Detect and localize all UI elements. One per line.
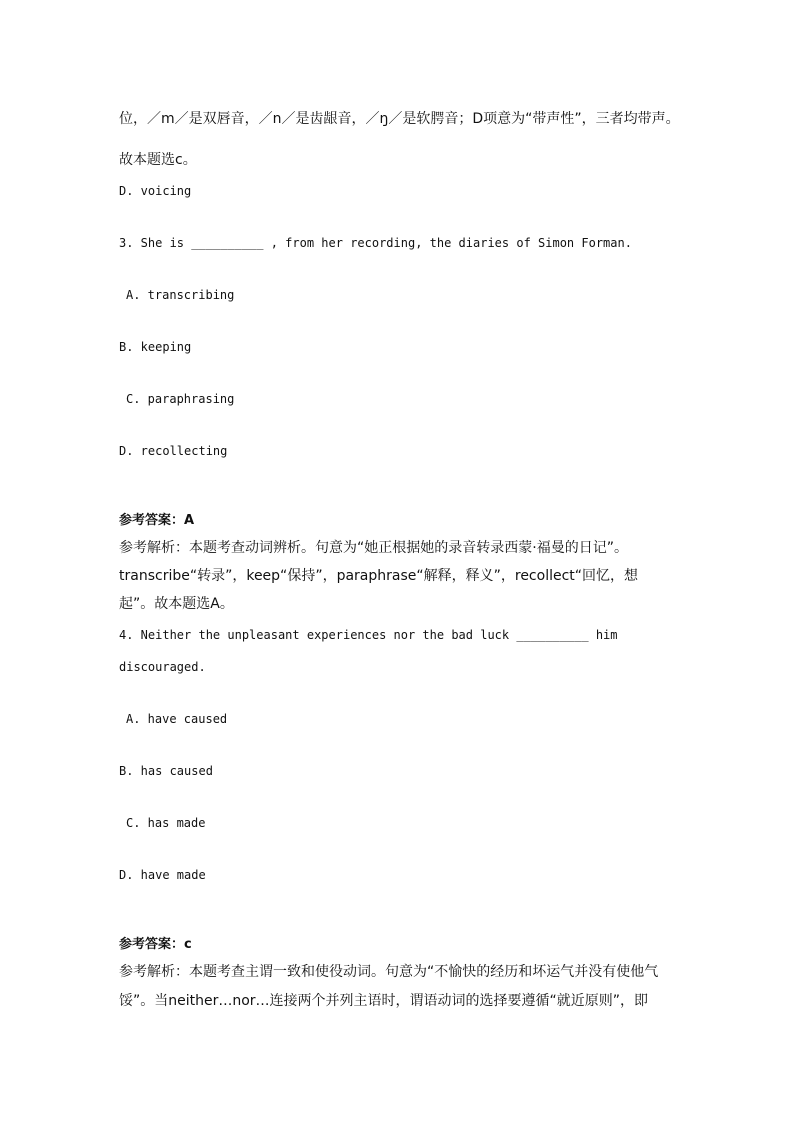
q3-answer-label: 参考答案：A: [119, 513, 195, 528]
q3-analysis-line-2: transcribe“转录”，keep“保持”，paraphrase“解释，释义”，recollect“回忆，想: [119, 568, 639, 584]
q3-option-d: D. recollecting: [119, 444, 228, 458]
q4-analysis-line-1: 参考解析：本题考查主谓一致和使役动词。句意为“不愉快的经历和坏运气并没有使他气: [119, 964, 659, 980]
q4-option-c: C. has made: [126, 816, 206, 830]
question-4-stem-line-1: 4. Neither the unpleasant experiences nor the bad luck __________ him: [119, 628, 618, 642]
prev-answer-option: D. voicing: [119, 184, 192, 198]
q3-option-b: B. keeping: [119, 340, 192, 354]
q4-answer-label: 参考答案：c: [119, 937, 192, 952]
q3-option-a: A. transcribing: [126, 288, 235, 302]
q4-option-b: B. has caused: [119, 764, 213, 778]
q3-analysis-line-1: 参考解析：本题考查动词辨析。句意为“她正根据她的录音转录西蒙·福曼的日记”。: [119, 540, 628, 556]
question-3-stem: 3. She is __________ , from her recording, the diaries of Simon Forman.: [119, 236, 632, 250]
question-4-stem-line-2: discouraged.: [119, 660, 206, 674]
q3-analysis-line-3: 起”。故本题选A。: [119, 596, 234, 612]
q4-option-d: D. have made: [119, 868, 206, 882]
prev-conclusion: 故本题选c。: [119, 152, 197, 168]
q4-option-a: A. have caused: [126, 712, 228, 726]
q3-option-c: C. paraphrasing: [126, 392, 235, 406]
q4-analysis-line-2: 馁”。当neither…nor…连接两个并列主语时，谓语动词的选择要遵循“就近原则”，即: [119, 993, 649, 1009]
prev-explanation-tail: 位，／m／是双唇音，／n／是齿龈音，／ŋ／是软腭音；D项意为“带声性”，三者均带声。: [119, 111, 680, 127]
